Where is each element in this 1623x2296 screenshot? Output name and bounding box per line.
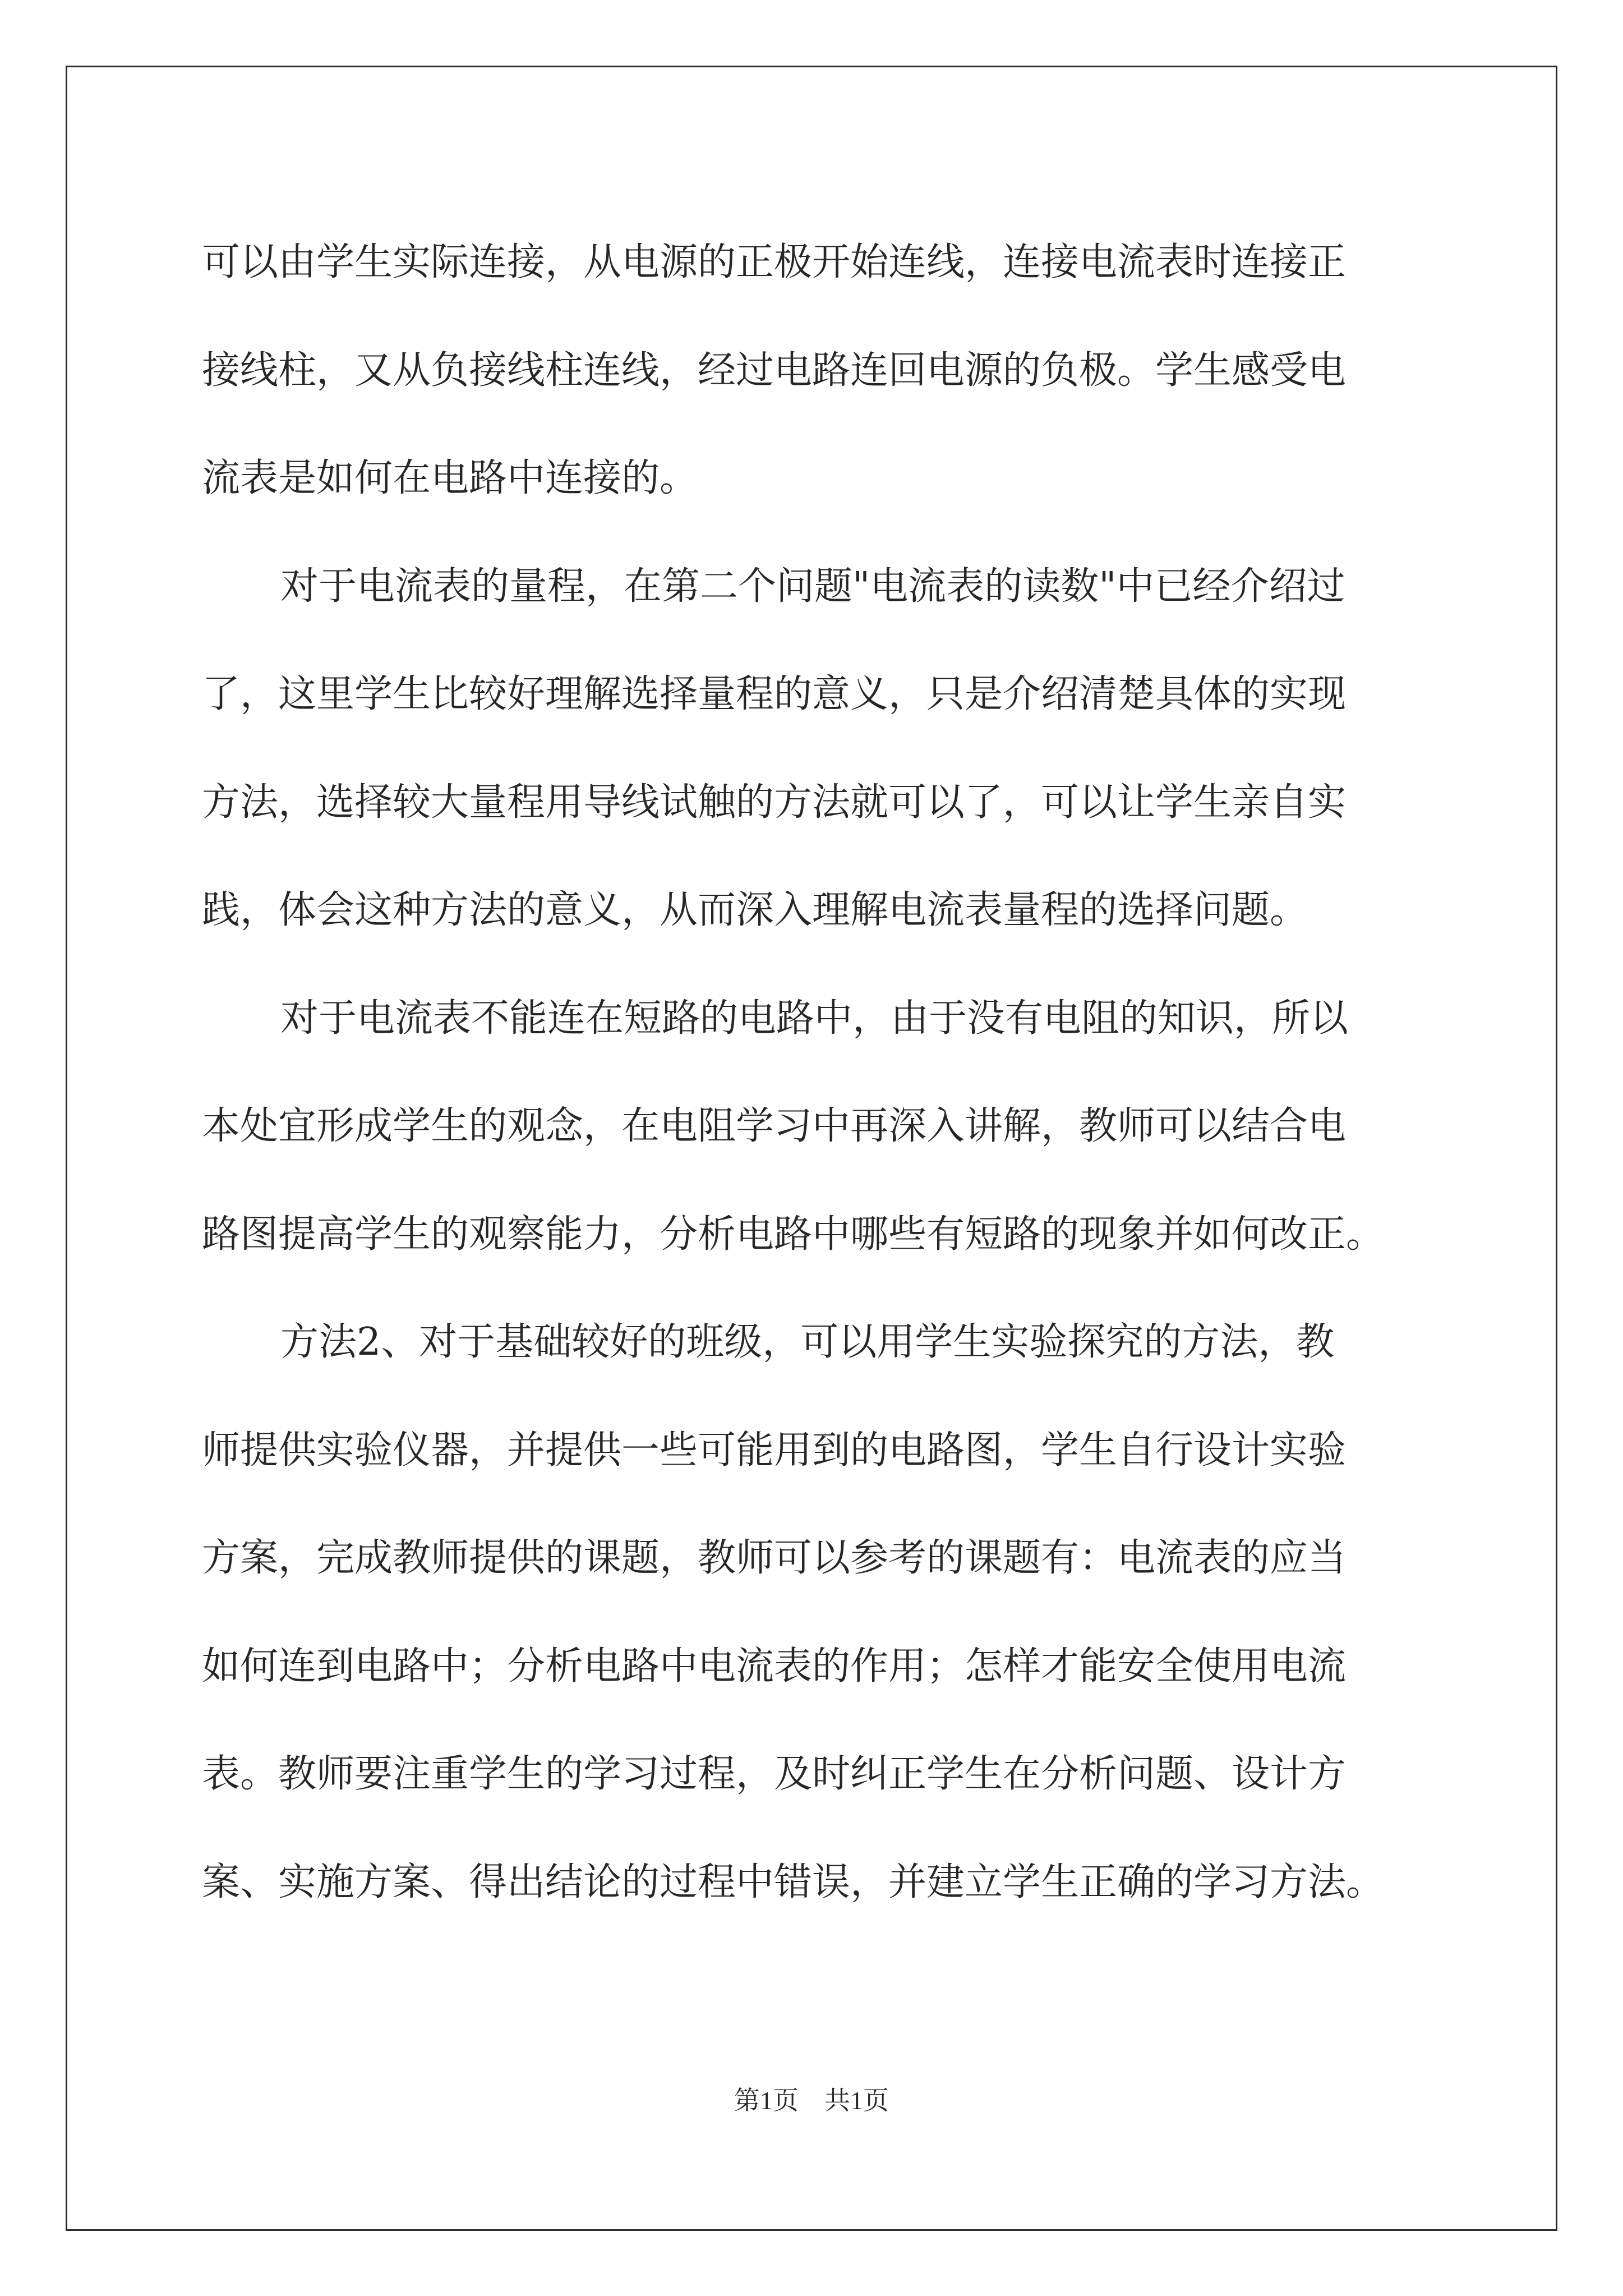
text-line: 案、实施方案、得出结论的过程中错误，并建立学生正确的学习方法。 [202,1860,1385,1904]
text-line: 本处宜形成学生的观念，在电阻学习中再深入讲解，教师可以结合电 [202,1104,1347,1148]
text-line: 表。教师要注重学生的学习过程，及时纠正学生在分析问题、设计方 [202,1752,1347,1796]
text-line: 路图提高学生的观察能力，分析电路中哪些有短路的现象并如何改正。 [202,1212,1385,1257]
text-line: 对于电流表的量程，在第二个问题"电流表的读数"中已经介绍过 [280,564,1345,609]
text-line: 可以由学生实际连接，从电源的正极开始连线，连接电流表时连接正 [202,240,1347,284]
text-line: 如何连到电路中；分析电路中电流表的作用；怎样才能安全使用电流 [202,1644,1347,1688]
text-line: 对于电流表不能连在短路的电路中，由于没有电阻的知识，所以 [280,996,1349,1041]
text-line: 方法2、对于基础较好的班级，可以用学生实验探究的方法，教 [280,1320,1335,1364]
text-line: 流表是如何在电路中连接的。 [202,456,698,500]
text-line: 了，这里学生比较好理解选择量程的意义，只是介绍清楚具体的实现 [202,672,1347,716]
text-line: 践，体会这种方法的意义，从而深入理解电流表量程的选择问题。 [202,888,1308,932]
text-line: 方案，完成教师提供的课题，教师可以参考的课题有：电流表的应当 [202,1536,1347,1580]
text-line: 接线柱，又从负接线柱连线，经过电路连回电源的负极。学生感受电 [202,348,1347,393]
page-number-footer: 第1页 共1页 [734,2086,889,2115]
text-line: 方法，选择较大量程用导线试触的方法就可以了，可以让学生亲自实 [202,780,1347,825]
text-line: 师提供实验仪器，并提供一些可能用到的电路图，学生自行设计实验 [202,1428,1347,1473]
document-body [202,209,1436,1936]
